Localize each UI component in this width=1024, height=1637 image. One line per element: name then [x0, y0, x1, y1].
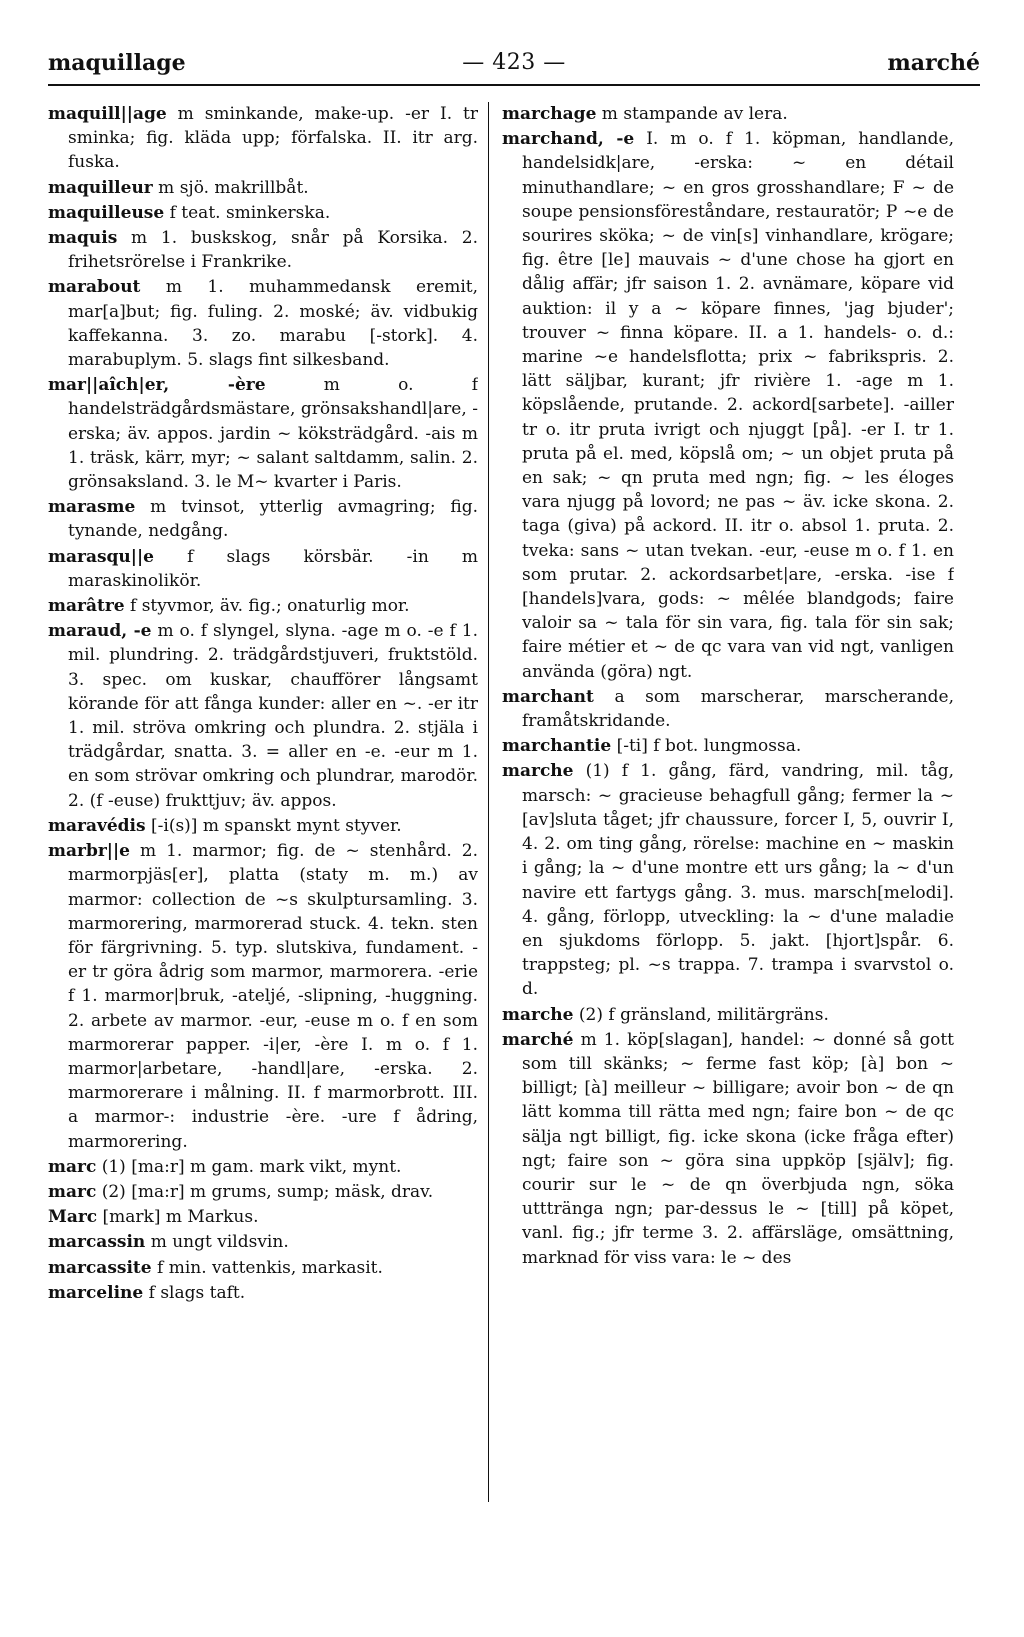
headword: marche [502, 761, 574, 782]
guide-word-right: marché [887, 50, 980, 76]
definition: m 1. muhammedansk eremit, mar[a]but; fig. fuling. 2. moské; äv. vidbukig kaffekanna. 3. zo. marabu [-stork]. 4. marabuplym. 5. slags fint silkesband. [68, 277, 478, 371]
headword: marchantie [502, 736, 612, 757]
columns [48, 102, 980, 1592]
entry [48, 1180, 478, 1204]
entry [48, 226, 478, 274]
definition: m 1. köp[slagan], handel: ~ donné så gott som till skänks; ~ ferme fast köp; [à] bon ~ billigt; [à] meilleur ~ billigare; avoir bon ~ de qn lätt komma till rätta med ngn; faire bon ~ de qc sälja ngt billigt, fig. icke skona (icke fråga efter) ngt; faire son ~ göra sina uppköp [själv]; fig. courir sur le ~ de qn överbjuda ngn, söka utttränga ngn; par-dessus le ~ [till] på köpet, vanl. fig.; jfr terme 3. 2. affärsläge, omsättning, marknad för viss vara: le ~ des [522, 1029, 954, 1268]
headword: marâtre [48, 596, 125, 617]
headword: marcassin [48, 1232, 146, 1253]
entry [48, 275, 478, 372]
entry [48, 1230, 478, 1254]
entry [502, 127, 954, 684]
dictionary-page [48, 40, 980, 1600]
entry [502, 1003, 954, 1027]
headword: Marc [48, 1207, 98, 1228]
definition: f min. vattenkis, markasit. [157, 1257, 383, 1278]
definition: m o. f slyngel, slyna. -age m o. -e f 1. mil. plundring. 2. trädgårdstjuveri, fruktstöld. 3. spec. om kuskar, chaufförer långsamt körande för att fånga kunder: aller en ~. -er itr 1. mil. ströva omkring och plundra. 2. stjäla i trädgårdar, snatta. 3. = aller en -e. -eur m 1. en som strövar omkring och plundrar, marodör. 2. (f -euse) frukttjuv; äv. appos. [68, 621, 478, 811]
entry [48, 1205, 478, 1229]
entry [48, 176, 478, 200]
headword: marché [502, 1029, 574, 1050]
definition: m sjö. makrillbåt. [158, 177, 309, 198]
entry [502, 759, 954, 1001]
definition: m 1. marmor; fig. de ~ stenhård. 2. marmorpjäs[er], platta (staty m. m.) av marmor: collection de ~s skulptursamling. 3. marmorering, marmorerad stuck. 4. tekn. sten för färgrivning. 5. typ. slutskiva, fundament. -er tr göra ådrig som marmor, marmorera. -erie f 1. marmor|bruk, -ateljé, -slipning, -huggning. 2. arbete av marmor. -eur, -euse m o. f en som marmorerar papper. -i|er, -ère I. m o. f 1. marmor|arbetare, -handl|are, -erska. 2. marmorerare i målning. II. f marmorbrott. III. a marmor-: industrie -ère. -ure f ådring, marmorering. [68, 841, 478, 1152]
definition: a som marscherar, marscherande, framåtskridande. [522, 686, 954, 732]
headword: marasqu||e [48, 546, 154, 567]
headword: marabout [48, 277, 141, 298]
entry [48, 495, 478, 543]
headword: maquill||age [48, 104, 167, 124]
entry [48, 594, 478, 618]
headword: maquis [48, 228, 118, 249]
entry [48, 545, 478, 593]
definition: (1) [ma:r] m gam. mark vikt, mynt. [101, 1156, 402, 1177]
headword: marc [48, 1156, 97, 1177]
guide-word-left: maquillage [48, 50, 186, 76]
definition: m stampande av lera. [601, 104, 788, 124]
entry [48, 201, 478, 225]
definition: f slags taft. [148, 1282, 246, 1303]
headword: maquilleur [48, 177, 153, 198]
entry [48, 373, 478, 494]
entry [502, 1028, 954, 1270]
definition: f slags körsbär. -in m maraskinolikör. [68, 546, 478, 591]
entry [48, 102, 478, 175]
definition: f styvmor, äv. fig.; onaturlig mor. [130, 596, 410, 617]
entry [48, 839, 478, 1154]
headword: mar||aîch|er, -ère [48, 375, 266, 396]
definition: (2) [ma:r] m grums, sump; mäsk, drav. [101, 1181, 434, 1202]
headword: marceline [48, 1282, 144, 1303]
entry [48, 814, 478, 838]
definition: m tvinsot, ytterlig avmagring; fig. tynande, nedgång. [68, 497, 478, 542]
definition: (1) f 1. gång, färd, vandring, mil. tåg, marsch: ~ gracieuse behagfull gång; fermer la ~ [av]sluta tåget; jfr chaussure, forcer I, 5, ouvrir I, 4. 2. om ting gång, rörelse: machine en ~ maskin i gång; la ~ d'une montre ett urs gång; la ~ d'un navire ett fartygs gång. 3. mus. marsch[melodi]. 4. gång, förlopp, utveckling: la ~ d'une maladie en sjukdoms förlopp. 5. jakt. [hjort]spår. 6. trappsteg; pl. ~s trappa. 7. trampa i svarvstol o. d. [522, 761, 954, 1000]
headword: marbr||e [48, 841, 130, 862]
definition: m ungt vildsvin. [150, 1232, 289, 1253]
entry [502, 685, 954, 733]
entry [48, 1155, 478, 1179]
headword: marche [502, 1004, 574, 1025]
entry [48, 1281, 478, 1305]
headword: maquilleuse [48, 202, 165, 223]
definition: [-i(s)] m spanskt mynt styver. [151, 815, 402, 836]
definition: f teat. sminkerska. [169, 202, 331, 223]
headword: maraud, -e [48, 621, 152, 642]
headword: marchant [502, 686, 594, 707]
right-column [502, 102, 954, 1582]
headword: maravédis [48, 815, 146, 836]
definition: [-ti] f bot. lungmossa. [616, 736, 802, 757]
entry [502, 102, 954, 126]
definition: m o. f handelsträdgårdsmästare, grönsakshandl|are, -erska; äv. appos. jardin ~ köksträdgård. -ais m 1. träsk, kärr, myr; ~ salant saltdamm, salin. 2. grönsaksland. 3. le M~ kvarter i Paris. [68, 375, 478, 493]
definition: [mark] m Markus. [102, 1207, 259, 1228]
headword: marchage [502, 104, 597, 124]
entry [502, 734, 954, 758]
headword: marcassite [48, 1257, 152, 1278]
definition: m 1. buskskog, snår på Korsika. 2. frihetsrörelse i Frankrike. [68, 228, 478, 273]
definition: I. m o. f 1. köpman, handlande, handelsidk|are, -erska: ~ en détail minuthandlare; ~ en gros grosshandlare; F ~ de soupe pensionsföreståndare, restauratör; P ~e de sourires sköka; ~ de vin[s] vinhandlare, krögare; fig. être [le] mauvais ~ d'une chose ha gjort en dålig affär; jfr saison 1. 2. avnämare, köpare vid auktion: il y a ~ köpare finnes, 'jag bjuder'; trouver ~ finna köpare. II. a 1. handels- o. d.: marine ~e handelsflotta; prix ~ fabrikspris. 2. lätt säljbar, kurant; jfr rivière 1. -age m 1. köpslående, prutande. 2. ackord[sarbete]. -ailler tr o. itr pruta ivrigt och njuggt [på]. -er I. tr 1. pruta på el. med, köpslå om; ~ un objet pruta på en sak; ~ qn pruta med ngn; fig. ~ les éloges vara njugg på lovord; ne pas ~ äv. icke skona. 2. taga (giva) på ackord. II. itr o. absol 1. pruta. 2. tveka: sans ~ utan tvekan. -eur, -euse m o. f 1. en som prutar. 2. ackordsarbet|are, -erska. -ise f [handels]vara, gods: ~ mêlée blandgods; faire valoir sa ~ tala för sin vara, fig. tala för sin sak; faire métier et ~ de qc vara van vid ngt, vanligen använda (göra) ngt. [522, 129, 954, 682]
column-divider [488, 102, 489, 1502]
headword: marasme [48, 497, 136, 518]
left-column [48, 102, 478, 1582]
page-number: — 423 — [462, 50, 566, 75]
definition: m sminkande, make-up. -er I. tr sminka; fig. kläda upp; förfalska. II. itr arg. fuska. [68, 104, 478, 173]
headword: marc [48, 1181, 97, 1202]
headword: marchand, -e [502, 129, 635, 150]
entry [48, 1256, 478, 1280]
entry [48, 619, 478, 813]
definition: (2) f gränsland, militärgräns. [578, 1004, 829, 1025]
running-head [48, 40, 980, 86]
